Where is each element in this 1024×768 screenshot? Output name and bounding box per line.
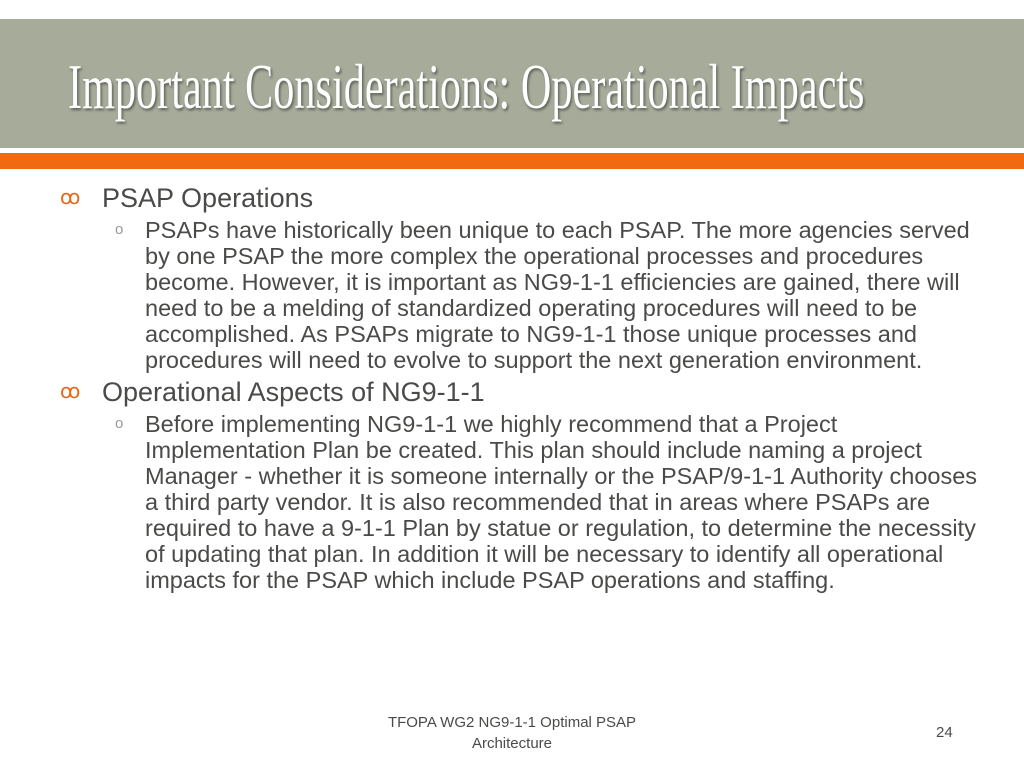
section-body [115, 217, 980, 373]
section-body [115, 411, 980, 593]
heading-text: PSAP Operations [102, 183, 314, 213]
slide-content [60, 181, 980, 595]
accent-bar [0, 153, 1024, 169]
bullet-icon: ꝏ [60, 381, 81, 403]
page-number: 24 [936, 724, 953, 741]
section-heading [60, 375, 980, 409]
circle-bullet-icon: o [115, 415, 124, 432]
section-heading [60, 181, 980, 215]
body-text: Before implementing NG9-1-1 we highly recommend that a Project Implementation Plan be created. This plan should include naming a project Manager - whether it is someone internally or the PSAP/9-1-1 Authority chooses a third party vendor. It is also recommended that in areas where PSAPs are required to have a 9-1-1 Plan by statue or regulation, to determine the necessity of updating that plan. In addition it will be necessary to identify all operational impacts for the PSAP which include PSAP operations and staffing. [145, 411, 978, 593]
slide-title: Important Considerations: Operational Impacts [68, 51, 865, 122]
circle-bullet-icon: o [115, 221, 124, 238]
body-text: PSAPs have historically been unique to each PSAP. The more agencies served by one PSAP the more complex the operational processes and procedures become. However, it is important as NG9-1-1 efficiencies are gained, there will need to be a melding of standardized operating procedures will need to be accomplished. As PSAPs migrate to NG9-1-1 those unique processes and procedures will need to evolve to support the next generation environment. [145, 217, 970, 373]
bullet-icon: ꝏ [60, 187, 81, 209]
heading-text: Operational Aspects of NG9-1-1 [102, 377, 485, 407]
footer-text: TFOPA WG2 NG9-1-1 Optimal PSAP Architecture [387, 714, 637, 752]
